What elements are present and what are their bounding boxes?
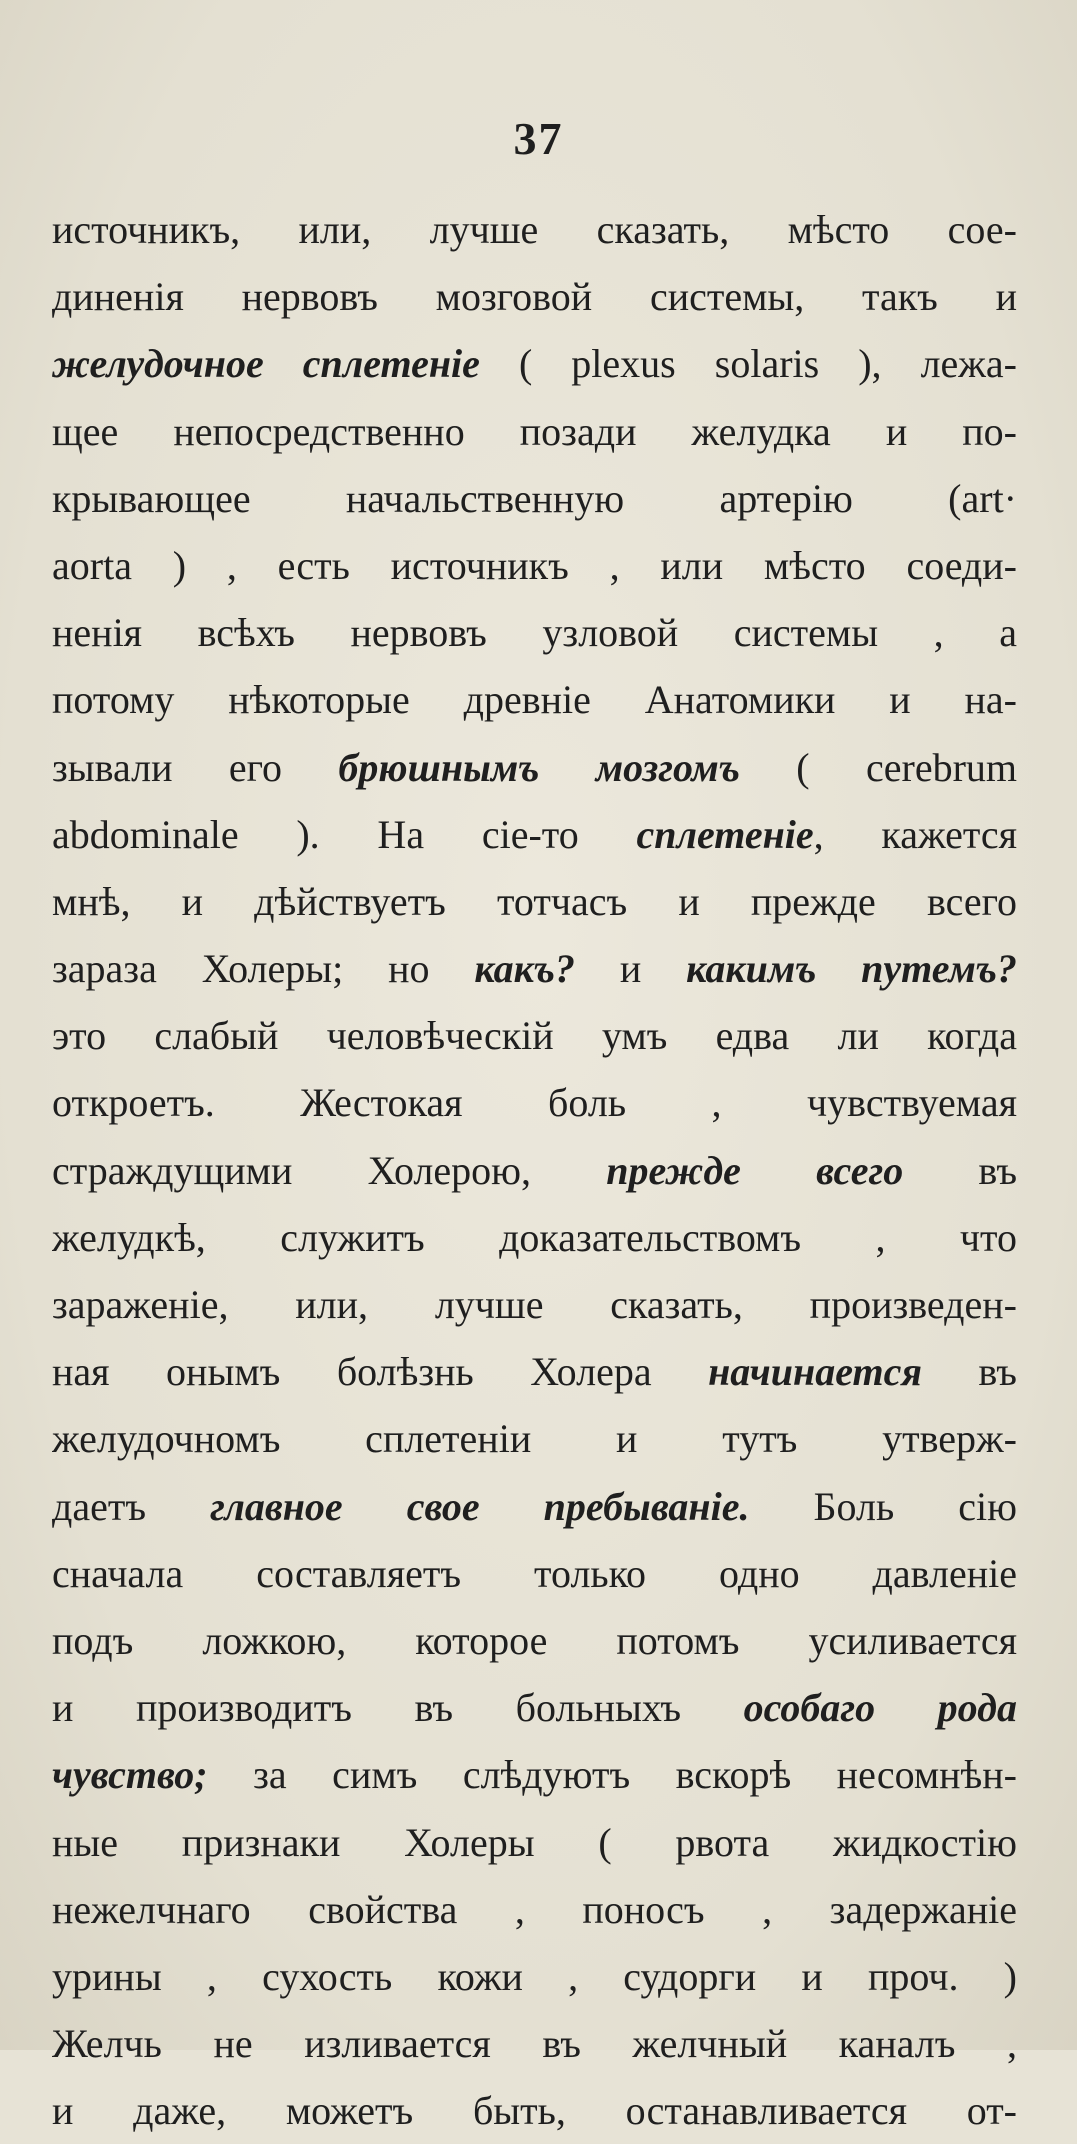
italic-phrase: какимъ путемъ? bbox=[686, 946, 1017, 992]
text-line bbox=[52, 666, 1017, 733]
text-line bbox=[52, 1607, 1017, 1674]
text-line bbox=[52, 465, 1017, 532]
text-line bbox=[52, 1338, 1017, 1405]
text-segment: урины , сухость кожи , судорги и проч. ) bbox=[52, 1953, 1017, 1999]
text-segment: источникъ, или, лучше сказать, мѣсто сое- bbox=[52, 207, 1017, 252]
text-line bbox=[52, 1674, 1017, 1741]
text-segment: и bbox=[574, 946, 687, 992]
text-segment: мнѣ, и дѣйствуетъ тотчасъ и прежде всего bbox=[52, 878, 1017, 924]
text-segment: ( cerebrum bbox=[739, 744, 1017, 790]
text-segment: зывали его bbox=[52, 744, 339, 790]
text-line bbox=[52, 868, 1017, 935]
italic-phrase: особаго рода bbox=[743, 1685, 1017, 1731]
text-segment: желудкѣ, служитъ доказательствомъ , что bbox=[52, 1214, 1017, 1260]
text-line bbox=[52, 1069, 1017, 1136]
text-line bbox=[52, 1271, 1017, 1338]
text-segment: подъ ложкою, которое потомъ усиливается bbox=[52, 1617, 1017, 1663]
text-segment: зараза Холеры; но bbox=[52, 946, 475, 992]
italic-phrase: желудочное сплетеніе bbox=[52, 341, 480, 387]
text-line bbox=[52, 196, 1017, 263]
text-segment: это слабый человѣческій умъ едва ли когда bbox=[52, 1013, 1017, 1059]
text-segment: ные признаки Холеры ( рвота жидкостію bbox=[52, 1819, 1017, 1865]
text-segment: aorta ) , есть источникъ , или мѣсто соеди- bbox=[52, 542, 1017, 588]
text-segment: , кажется bbox=[813, 811, 1017, 857]
text-line bbox=[52, 1204, 1017, 1271]
text-line bbox=[52, 1876, 1017, 1943]
text-line bbox=[52, 1540, 1017, 1607]
text-line bbox=[52, 1137, 1017, 1204]
text-line bbox=[52, 734, 1017, 801]
text-segment: Боль сію bbox=[749, 1483, 1017, 1529]
text-segment: Желчь не изливается въ желчный каналъ , bbox=[52, 2021, 1017, 2067]
text-segment: зараженіе, или, лучше сказать, произведен- bbox=[52, 1282, 1017, 1327]
text-line bbox=[52, 1473, 1017, 1540]
text-line bbox=[52, 2010, 1017, 2077]
text-segment: ная онымъ болѣзнь Холера bbox=[52, 1349, 709, 1395]
text-line bbox=[52, 532, 1017, 599]
text-line bbox=[52, 263, 1017, 330]
text-segment: abdominale ). На сіе-то bbox=[52, 811, 637, 857]
text-segment: откроетъ. Жестокая боль , чувствуемая bbox=[52, 1080, 1017, 1126]
text-segment: и даже, можетъ быть, останавливается от- bbox=[52, 2088, 1017, 2134]
text-segment: въ bbox=[903, 1147, 1017, 1193]
text-segment: желудочномъ сплетеніи и тутъ утверж- bbox=[52, 1416, 1017, 1462]
text-line bbox=[52, 1943, 1017, 2010]
text-segment: за симъ слѣдуютъ вскорѣ несомнѣн- bbox=[207, 1752, 1017, 1798]
text-segment: ( plexus solaris ), лежа- bbox=[479, 341, 1017, 387]
italic-phrase: прежде всего bbox=[606, 1147, 904, 1193]
text-segment: щее непосредственно позади желудка и по- bbox=[52, 408, 1017, 454]
text-line bbox=[52, 330, 1017, 397]
italic-phrase: начинается bbox=[708, 1349, 922, 1395]
text-segment: страждущими Холерою, bbox=[52, 1147, 607, 1193]
text-segment: нежелчнаго свойства , поносъ , задержаніе bbox=[52, 1886, 1017, 1932]
italic-phrase: сплетеніе bbox=[636, 811, 814, 857]
text-line bbox=[52, 1809, 1017, 1876]
text-line bbox=[52, 801, 1017, 868]
italic-phrase: какъ? bbox=[474, 946, 575, 992]
text-line bbox=[52, 1741, 1017, 1808]
text-line bbox=[52, 398, 1017, 465]
text-line bbox=[52, 2077, 1017, 2144]
italic-phrase: брюшнымъ мозгомъ bbox=[338, 744, 740, 790]
page-number: 37 bbox=[513, 113, 564, 164]
text-segment: сначала составляетъ только одно давленіе bbox=[52, 1550, 1017, 1596]
text-segment: крывающее начальственную артерію (art· bbox=[52, 475, 1017, 521]
text-segment: и производитъ въ больныхъ bbox=[52, 1685, 744, 1731]
body-text bbox=[52, 196, 1017, 2144]
text-line bbox=[52, 599, 1017, 666]
text-segment: въ bbox=[921, 1349, 1017, 1395]
text-segment: даетъ bbox=[52, 1483, 211, 1529]
text-segment: диненія нервовъ мозговой системы, такъ и bbox=[52, 274, 1017, 320]
italic-phrase: чувство; bbox=[52, 1752, 208, 1798]
text-line bbox=[52, 1405, 1017, 1472]
text-line bbox=[52, 935, 1017, 1002]
italic-phrase: главное свое пребываніе. bbox=[210, 1483, 750, 1529]
text-segment: ненія всѣхъ нервовъ узловой системы , а bbox=[52, 610, 1017, 656]
text-segment: потому нѣкоторые древніе Анатомики и на- bbox=[52, 677, 1017, 723]
text-line bbox=[52, 1002, 1017, 1069]
